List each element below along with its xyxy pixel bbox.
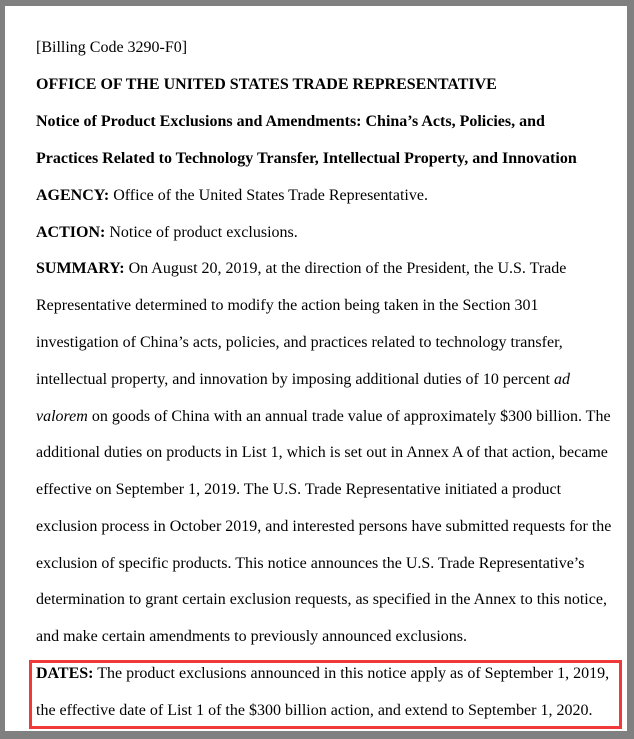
dates-label: DATES: (36, 665, 94, 682)
summary-line: exclusion process in October 2019, and interested persons have submitted requests for the (36, 518, 612, 535)
document-page (5, 6, 627, 731)
summary-text: intellectual property, and innovation by imposing additional duties of 10 percent (36, 371, 554, 388)
summary-line: effective on September 1, 2019. The U.S. Trade Representative initiated a product (36, 481, 562, 498)
dates-line (36, 664, 609, 684)
summary-line: additional duties on products in List 1, which is set out in Annex A of that action, became (36, 444, 608, 461)
dates-text: The product exclusions announced in this notice apply as of September 1, 2019, (93, 665, 610, 682)
summary-line: exclusion of specific products. This notice announces the U.S. Trade Representative’s (36, 555, 585, 572)
summary-label: SUMMARY: (36, 260, 125, 277)
summary-line: investigation of China’s acts, policies, and practices related to technology transfer, (36, 334, 563, 351)
summary-line: and make certain amendments to previously announced exclusions. (36, 628, 467, 645)
title-line-2: Practices Related to Technology Transfer, Intellectual Property, and Innovation (36, 150, 577, 167)
summary-text: On August 20, 2019, at the direction of the President, the U.S. Trade (124, 260, 567, 277)
summary-text: on goods of China with an annual trade value of approximately $300 billion. The (87, 408, 611, 425)
summary-line (36, 370, 570, 390)
dates-line-2: the effective date of List 1 of the $300 billion action, and extend to September 1, 2020. (36, 702, 593, 719)
action-label: ACTION: (36, 224, 106, 241)
summary-line: Representative determined to modify the action being taken in the Section 301 (36, 297, 539, 314)
valorem-italic: valorem (36, 408, 88, 425)
agency-line (36, 186, 428, 206)
summary-line (36, 259, 566, 279)
action-text: Notice of product exclusions. (105, 224, 298, 241)
agency-text: Office of the United States Trade Representative. (109, 187, 428, 204)
summary-line (36, 407, 611, 427)
action-line (36, 223, 298, 243)
billing-code: [Billing Code 3290-F0] (36, 39, 188, 56)
ad-italic: ad (553, 371, 570, 388)
office-heading: OFFICE OF THE UNITED STATES TRADE REPRESENTATIVE (36, 76, 497, 93)
summary-line: determination to grant certain exclusion requests, as specified in the Annex to this notice, (36, 591, 607, 608)
agency-label: AGENCY: (36, 187, 110, 204)
title-line-1: Notice of Product Exclusions and Amendments: China’s Acts, Policies, and (36, 113, 545, 130)
